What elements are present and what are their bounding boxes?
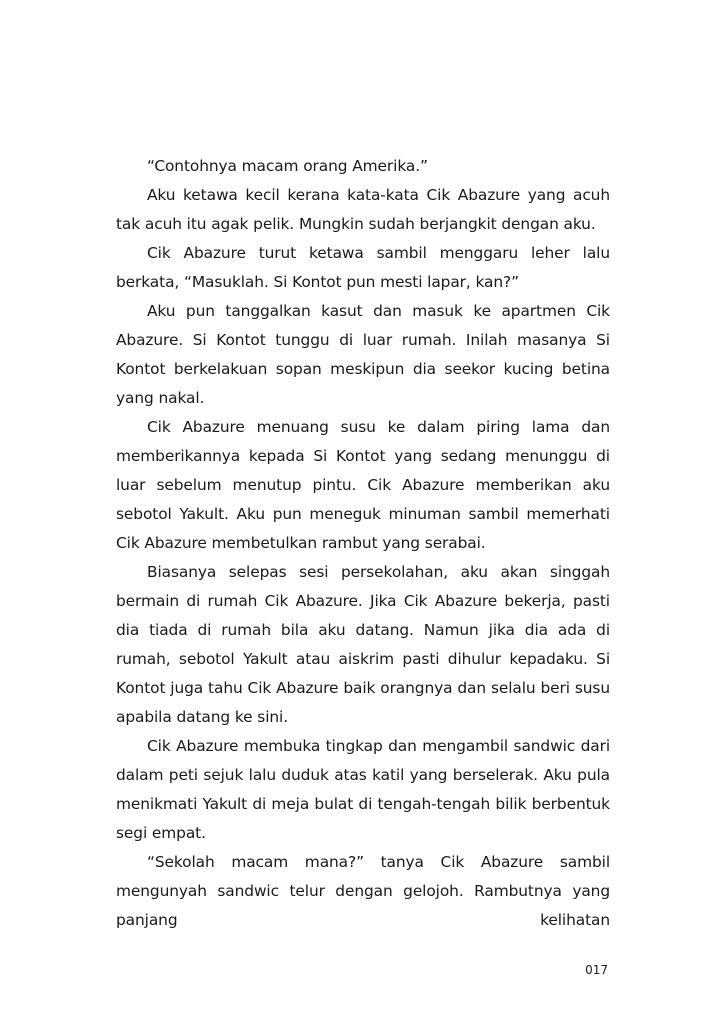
paragraph-2: Aku ketawa kecil kerana kata-kata Cik Abazure yang acuh tak acuh itu agak pelik. Mungkin sudah berjangkit dengan aku. <box>116 186 610 233</box>
paragraph-6: Biasanya selepas sesi persekolahan, aku akan singgah bermain di rumah Cik Abazure. Jika Cik Abazure bekerja, pasti dia tiada di rumah bila aku datang. Namun jika dia ada di rumah, sebotol Yakult atau aiskrim pasti dihulur kepadaku. Si Kontot juga tahu Cik Abazure baik orangnya dan selalu beri susu apabila datang ke sini. <box>116 563 610 726</box>
paragraph-5: Cik Abazure menuang susu ke dalam piring lama dan memberikannya kepada Si Kontot yang sedang menunggu di luar sebelum menutup pintu. Cik Abazure memberikan aku sebotol Yakult. Aku pun meneguk minuman sambil memerhati Cik Abazure membetulkan rambut yang serabai. <box>116 418 610 552</box>
paragraph-1: “Contohnya macam orang Amerika.” <box>147 157 428 175</box>
paragraph-7: Cik Abazure membuka tingkap dan mengambil sandwic dari dalam peti sejuk lalu duduk atas katil yang berselerak. Aku pula menikmati Yakult di meja bulat di tengah-tengah bilik berbentuk segi empat. <box>116 737 610 842</box>
page-number: 017 <box>585 963 608 977</box>
paragraph-8: “Sekolah macam mana?” tanya Cik Abazure sambil mengunyah sandwic telur dengan gelojoh. Rambutnya yang panjang kelihatan <box>116 853 610 929</box>
paragraph-3: Cik Abazure turut ketawa sambil menggaru leher lalu berkata, “Masuklah. Si Kontot pun mesti lapar, kan?” <box>116 244 610 291</box>
paragraph-4: Aku pun tanggalkan kasut dan masuk ke apartmen Cik Abazure. Si Kontot tunggu di luar rumah. Inilah masanya Si Kontot berkelakuan sopan meskipun dia seekor kucing betina yang nakal. <box>116 302 610 407</box>
body-text <box>116 152 610 935</box>
